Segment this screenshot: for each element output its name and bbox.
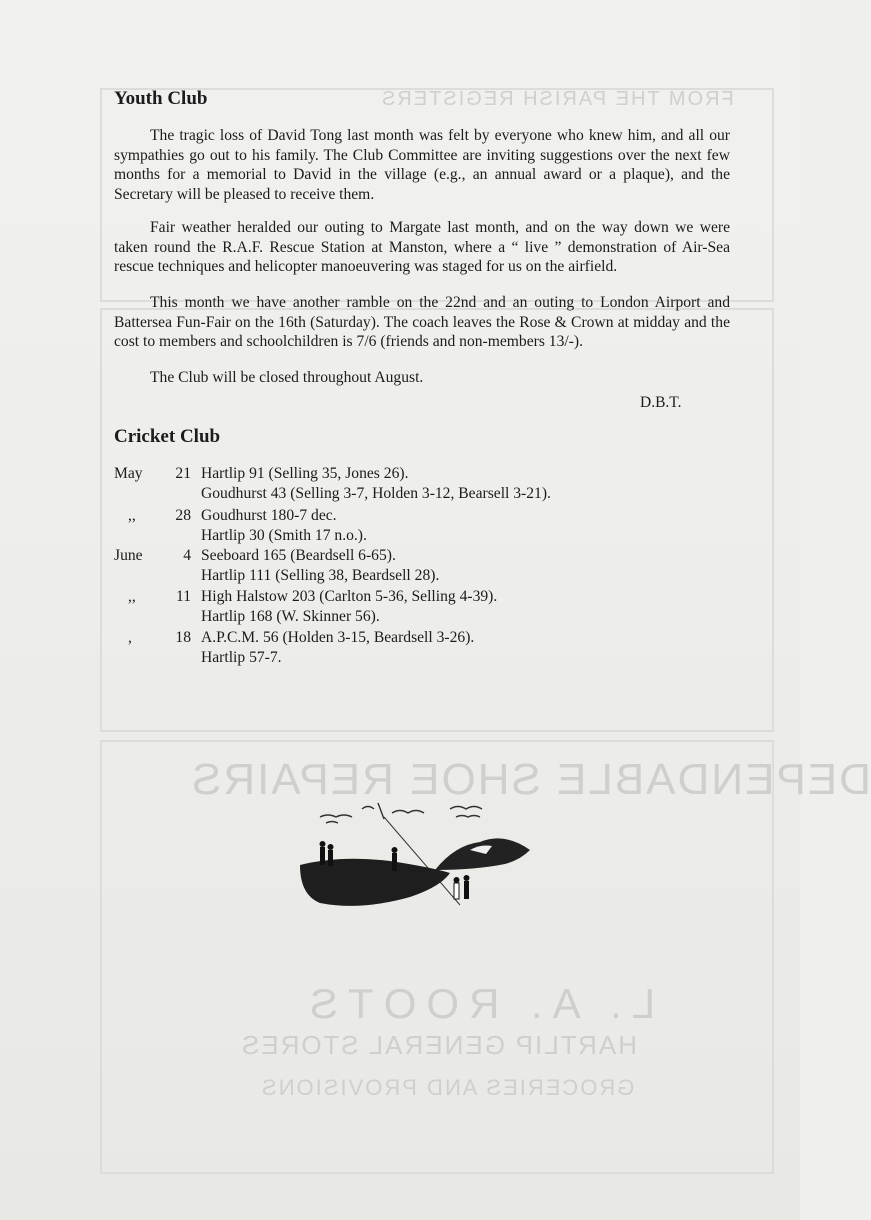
result-day: 4 xyxy=(183,547,191,564)
result-month: June xyxy=(114,547,143,564)
seaside-cliff-illustration xyxy=(300,795,540,915)
result-month: , xyxy=(128,629,132,646)
show-through-text-4: HARTLIP GENERAL STORES xyxy=(240,1030,638,1060)
result-month: ,, xyxy=(128,588,136,605)
show-through-text-2: DEPENDABLE SHOE REPAIRS xyxy=(190,755,871,804)
youth-club-paragraph-4 xyxy=(114,368,730,388)
youth-club-paragraph-3 xyxy=(114,293,730,352)
show-through-text-5: GROCERIES AND PROVISIONS xyxy=(260,1075,635,1100)
paragraph-text: This month we have another ramble on the 22nd and an outing to London Airport and Battersea Fun-Fair on the 16th (Saturday). The coach leaves the Rose & Crown at midday and the cost to members and schoolchildren is 7/6 (friends and non-members 13/-). xyxy=(114,294,730,350)
result-line-1: Hartlip 91 (Selling 35, Jones 26). xyxy=(201,465,409,482)
youth-club-paragraph-1 xyxy=(114,126,730,204)
result-day: 18 xyxy=(175,629,191,646)
result-day: 28 xyxy=(175,507,191,524)
paragraph-text: The tragic loss of David Tong last month was felt by everyone who knew him, and all our sympathies go out to his family. The Club Committee are inviting suggestions over the next few months for a memorial to David in the village (e.g., an annual award or a plaque), and the Secretary will be pleased to receive them. xyxy=(114,127,730,203)
result-line-1: High Halstow 203 (Carlton 5-36, Selling 4-39). xyxy=(201,588,498,605)
show-through-text-1: FROM THE PARISH REGISTERS xyxy=(380,88,734,110)
youth-club-signature: D.B.T. xyxy=(640,394,682,411)
result-line-2: Hartlip 168 (W. Skinner 56). xyxy=(201,607,380,625)
result-line-2: Goudhurst 43 (Selling 3-7, Holden 3-12, Bearsell 3-21). xyxy=(201,484,551,502)
result-line-1: Goudhurst 180-7 dec. xyxy=(201,507,337,524)
youth-club-paragraph-2 xyxy=(114,218,730,277)
result-month: May xyxy=(114,465,143,482)
result-month: ,, xyxy=(128,507,136,524)
result-day: 21 xyxy=(175,465,191,482)
cricket-club-heading: Cricket Club xyxy=(114,426,221,447)
seagull-strokes xyxy=(320,803,482,823)
result-line-2: Hartlip 111 (Selling 38, Beardsell 28). xyxy=(201,566,440,584)
result-day: 11 xyxy=(175,588,191,605)
ground xyxy=(300,859,450,906)
youth-club-heading: Youth Club xyxy=(114,88,208,109)
result-line-2: Hartlip 57-7. xyxy=(201,648,282,666)
result-line-1: A.P.C.M. 56 (Holden 3-15, Beardsell 3-26). xyxy=(201,629,475,646)
cliff-rocks xyxy=(435,838,530,870)
paragraph-text: The Club will be closed throughout August. xyxy=(150,369,424,386)
result-line-1: Seeboard 165 (Beardsell 6-65). xyxy=(201,547,396,564)
result-line-2: Hartlip 30 (Smith 17 n.o.). xyxy=(201,526,367,544)
show-through-text-3: L. A. ROOTS xyxy=(300,980,656,1027)
paragraph-text: Fair weather heralded our outing to Margate last month, and on the way down we were taken round the R.A.F. Rescue Station at Manston, where a “ live ” demonstration of Air-Sea rescue techniques and helicopter manoeuvering was staged for us on the airfield. xyxy=(114,219,730,275)
